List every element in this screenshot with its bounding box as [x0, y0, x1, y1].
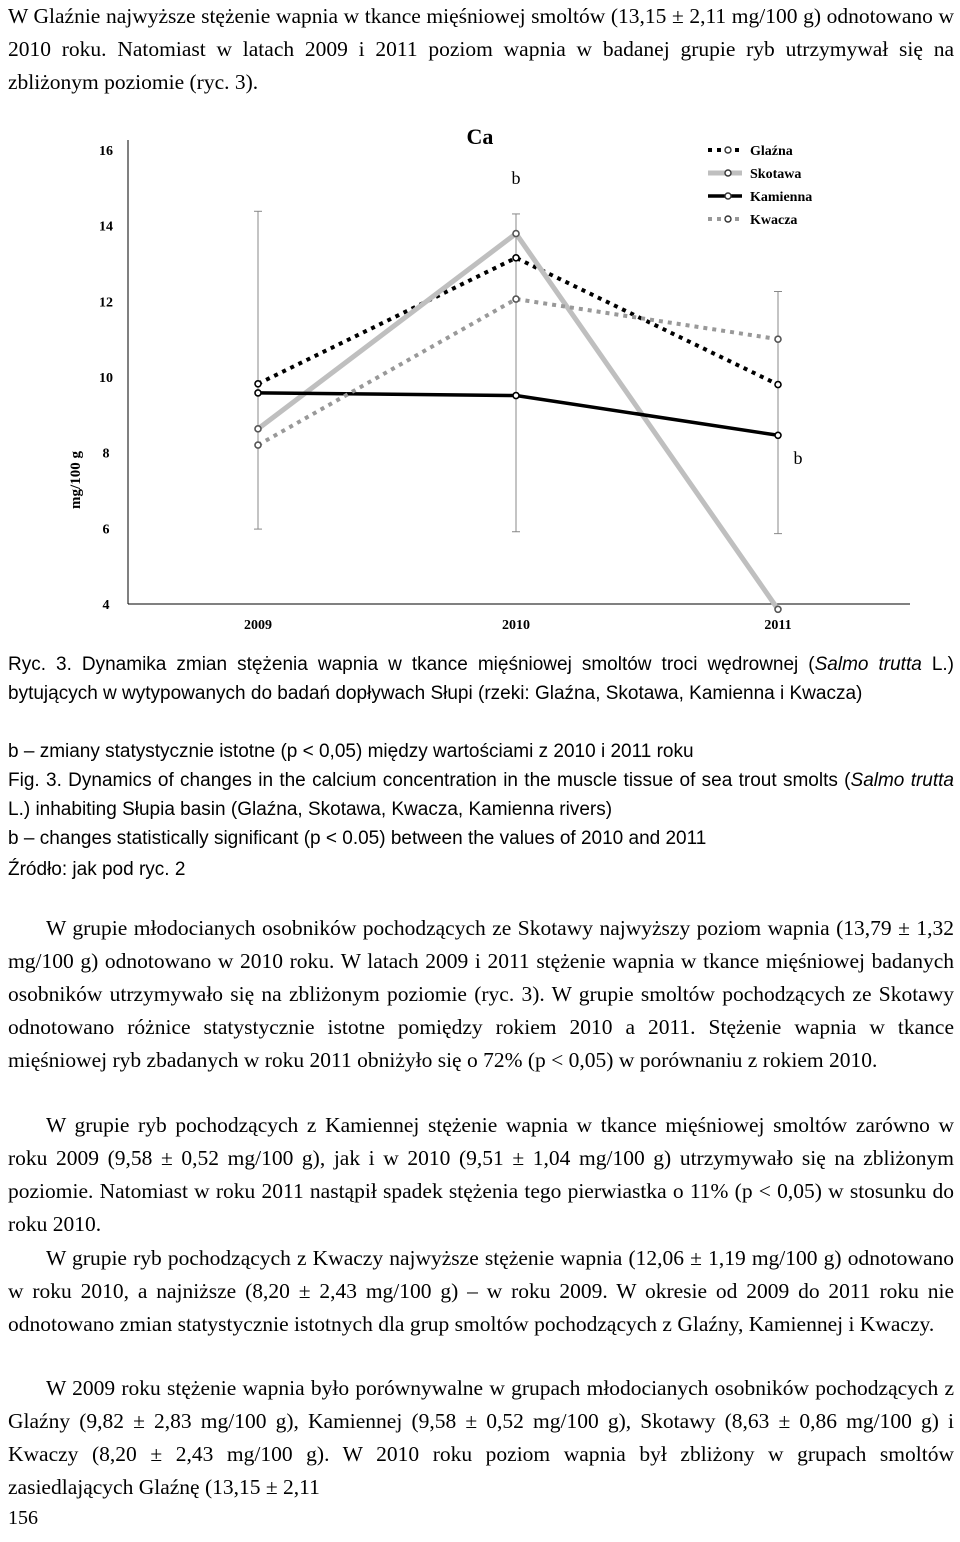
x-tick-label: 2011	[764, 618, 792, 633]
y-tick-labels	[99, 144, 113, 613]
annotation-label: b	[793, 448, 803, 469]
caption-pl-note: b – zmiany statystycznie istotne (p < 0,05) między wartościami z 2010 i 2011 roku	[8, 741, 694, 762]
y-tick-label: 8	[102, 446, 110, 462]
series-line-1	[258, 258, 778, 385]
page-number: 156	[8, 1507, 38, 1529]
caption-pl-latin: Salmo trutta	[814, 654, 922, 675]
legend-entry: Glaźna	[750, 144, 793, 159]
y-tick-label: 14	[99, 219, 113, 235]
y-axis-label: mg/100 g	[68, 451, 84, 509]
annotation-label: b	[511, 168, 521, 189]
legend-entry: Kamienna	[750, 190, 813, 205]
body-paragraph-4: W 2009 roku stężenie wapnia było porównywalne w grupach młodocianych osobników pochodzących z Glaźny (9,82 ± 2,83 mg/100 g), Kamiennej (9,58 ± 0,52 mg/100 g), Skotawy (8,63 ± 0,86 mg/100 g) i Kwaczy (8,20 ± 2,43 mg/100 g). W 2010 roku poziom wapnia był zbliżony w grupach smoltów zasiedlających Glaźnę (13,15 ± 2,11	[8, 1376, 954, 1499]
series-lines	[258, 234, 778, 610]
y-tick-label: 4	[102, 598, 110, 613]
legend-entry: Skotawa	[750, 167, 802, 182]
y-tick-label: 12	[99, 295, 113, 311]
chart-legend	[708, 144, 812, 228]
data-point	[775, 382, 781, 388]
data-point	[775, 432, 781, 438]
y-tick-label: 6	[102, 522, 110, 538]
caption-en-text-2: L.) inhabiting Słupia basin (Glaźna, Skotawa, Kwacza, Kamienna rivers)	[8, 799, 613, 820]
y-tick-label: 10	[99, 371, 113, 386]
data-point	[255, 381, 261, 387]
series-line-2	[258, 234, 778, 610]
legend-marker	[725, 147, 731, 153]
x-tick-label: 2009	[244, 618, 272, 633]
caption-source: Źródło: jak pod ryc. 2	[8, 859, 186, 880]
caption-en-note: b – changes statistically significant (p < 0.05) between the values of 2010 and 2011	[8, 828, 707, 849]
data-point	[513, 231, 519, 237]
data-point	[255, 390, 261, 396]
data-point	[255, 442, 261, 448]
body-paragraph-2: W grupie ryb pochodzących z Kamiennej stężenie wapnia w tkance mięśniowej smoltów zarówno w roku 2009 (9,58 ± 0,52 mg/100 g), jak i w 2010 (9,51 ± 1,04 mg/100 g) utrzymywało się na zbliżonym poziomie. Natomiast w roku 2011 nastąpił spadek stężenia tego pierwiastka o 11% (p < 0,05) w stosunku do roku 2010.	[8, 1113, 954, 1236]
x-tick-labels	[244, 618, 792, 633]
data-point	[513, 296, 519, 302]
figure-caption-en	[8, 766, 954, 824]
caption-pl-text: Ryc. 3. Dynamika zmian stężenia wapnia w tkance mięśniowej smoltów troci wędrownej (	[8, 654, 815, 675]
caption-en-latin: Salmo trutta	[850, 770, 954, 791]
legend-marker	[725, 216, 731, 222]
caption-en-text: Fig. 3. Dynamics of changes in the calcium concentration in the muscle tissue of sea trout smolts (	[8, 770, 851, 791]
caption-pl-text-2: L.) bytujących w wytypowanych do badań dopływach Słupi (rzeki: Glaźna, Skotawa, Kamienna i Kwacza)	[8, 654, 955, 704]
legend-marker	[725, 193, 731, 199]
calcium-line-chart	[0, 110, 960, 650]
data-point	[775, 606, 781, 612]
data-point	[513, 393, 519, 399]
legend-entry: Kwacza	[750, 213, 798, 228]
data-point	[513, 255, 519, 261]
body-paragraph-3: W grupie ryb pochodzących z Kwaczy najwyższe stężenie wapnia (12,06 ± 1,19 mg/100 g) odnotowano w roku 2010, a najniższe (8,20 ± 2,43 mg/100 g) – w roku 2009. W okresie od 2009 do 2011 roku nie odnotowano zmian statystycznie istotnych dla grup smoltów pochodzących z Glaźny, Kamiennej i Kwaczy.	[8, 1246, 954, 1336]
data-point	[775, 336, 781, 342]
x-tick-label: 2010	[502, 618, 530, 633]
body-paragraph-1: W grupie młodocianych osobników pochodzących ze Skotawy najwyższy poziom wapnia (13,79 ± 1,32 mg/100 g) odnotowano w 2010 roku. W latach 2009 i 2011 stężenie wapnia w tkance mięśniowej badanych osobników utrzymywało się na zbliżonym poziomie (ryc. 3). W grupie smoltów pochodzących ze Skotawy odnotowano różnice statystycznie istotne pomiędzy rokiem 2010 a 2011. Stężenie wapnia w tkance mięśniowej ryb zbadanych w roku 2011 obniżyło się o 72% (p < 0,05) w porównaniu z rokiem 2010.	[8, 916, 954, 1072]
chart-title: Ca	[466, 124, 494, 149]
top-paragraph: W Glaźnie najwyższe stężenie wapnia w tkance mięśniowej smoltów (13,15 ± 2,11 mg/100 g) odnotowano w 2010 roku. Natomiast w latach 2009 i 2011 poziom wapnia w badanej grupie ryb utrzymywał się na zbliżonym poziomie (ryc. 3).	[8, 4, 954, 94]
y-tick-label: 16	[99, 144, 113, 159]
data-point	[255, 426, 261, 432]
figure-caption-pl	[8, 650, 954, 708]
chart-axes	[128, 140, 910, 604]
legend-marker	[725, 170, 731, 176]
series-points	[255, 231, 781, 613]
